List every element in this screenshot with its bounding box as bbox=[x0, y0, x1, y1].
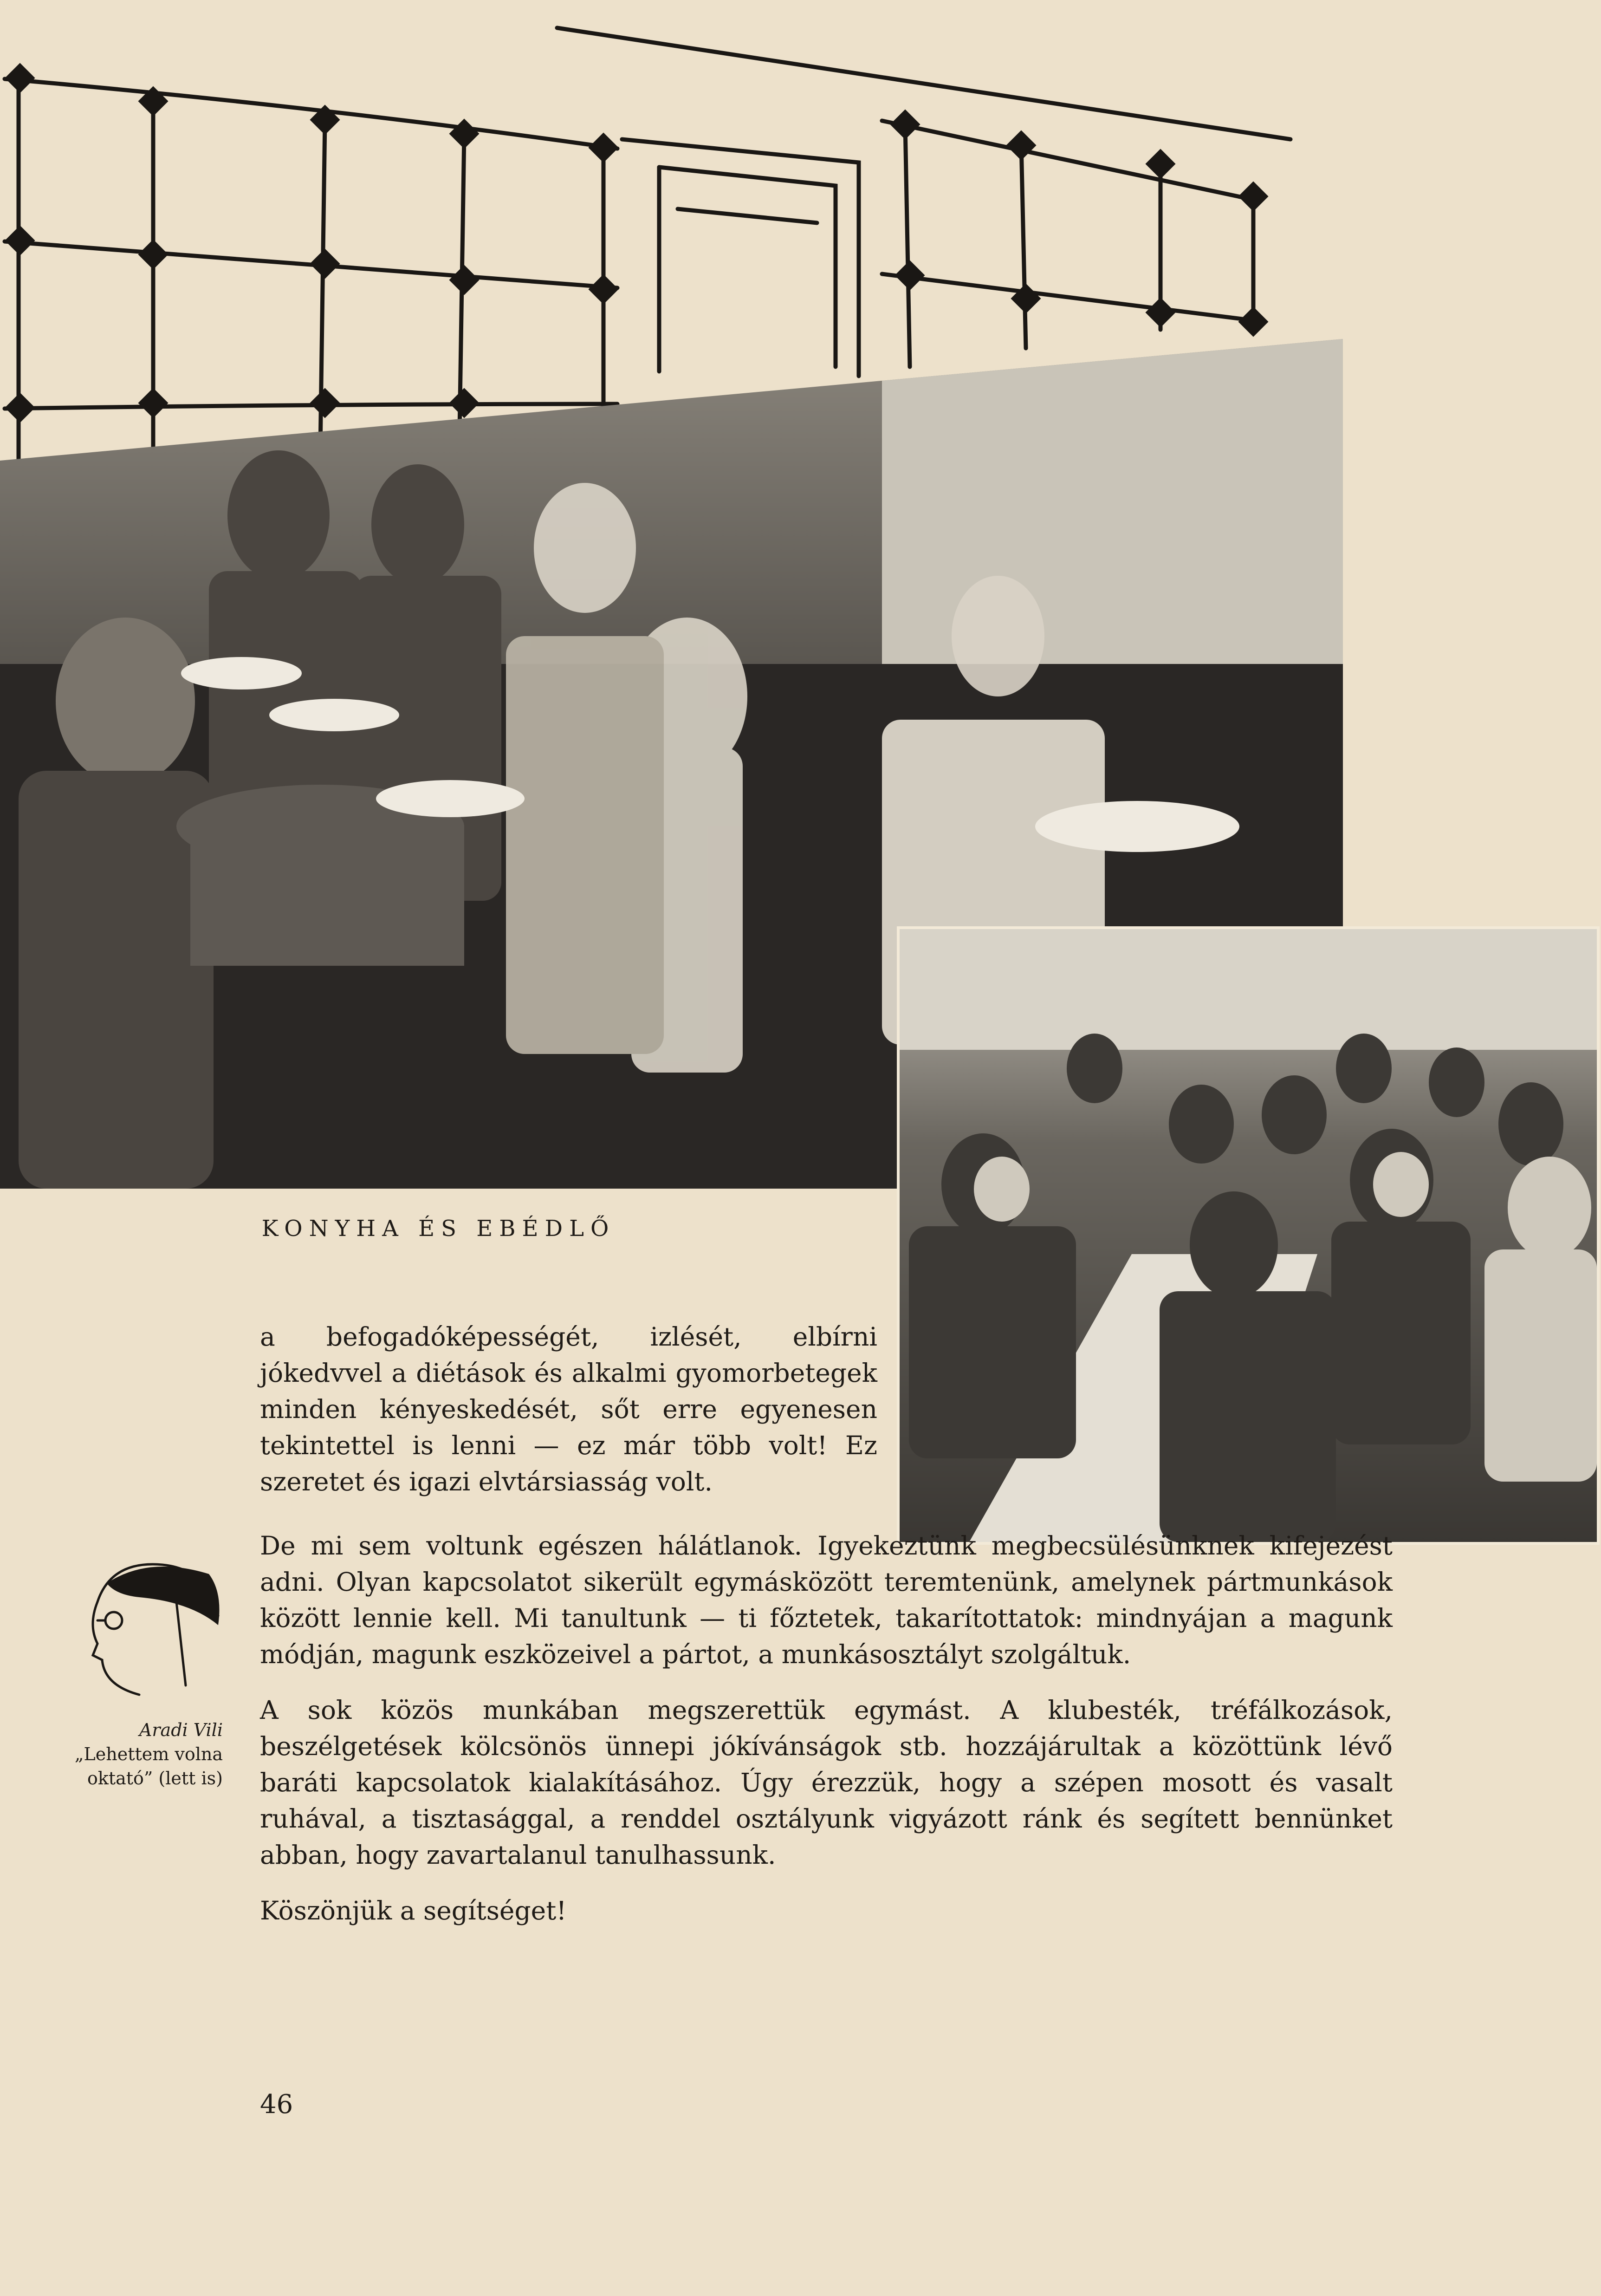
caricature-name: Aradi Vili bbox=[139, 1720, 223, 1740]
photo-caption bbox=[0, 1216, 1601, 1242]
paragraph-3: A sok közös munkában megszerettük egymást. A klubesték, tréfálkozások, beszélgetések kölcsönös ünnepi jókívánságok stb. hozzájárultak a közöttünk lévő baráti kapcsolatok kialakításához. Úgy érezzük, hogy a szépen mosott és vasalt ruhával, a tisztasággal, a renddel osztályunk vigyázott ránk és segített bennünket abban, hogy zavartalanul tanulhassunk. bbox=[260, 1695, 1393, 1870]
page-number: 46 bbox=[260, 2089, 293, 2120]
caricature-quote-line-1: „Lehettem volna bbox=[74, 1744, 223, 1764]
main-text bbox=[260, 1528, 1393, 1929]
caption-title: KONYHA ÉS EBÉDLŐ bbox=[261, 1216, 616, 1242]
text-column bbox=[260, 1319, 877, 1500]
caricature-icon bbox=[70, 1546, 227, 1723]
paragraph-4: Köszönjük a segítséget! bbox=[260, 1896, 567, 1925]
caricature-caption bbox=[60, 1718, 223, 1790]
paragraph-continuation: a befogadóképességét, izlését, elbírni jókedvvel a diétások és alkalmi gyomorbetegek minden kényeskedését, sőt erre egyenesen tekintettel is lenni — ez már több volt! Ez szeretet és igazi elvtársiasság volt. bbox=[260, 1322, 877, 1496]
caricature-quote-line-2: oktató” (lett is) bbox=[87, 1768, 223, 1789]
paragraph-2: De mi sem voltunk egészen hálátlanok. Igyekeztünk megbecsülésünknek kifejezést adni. Olyan kapcsolatot sikerült egymásközött teremtenünk, amelynek pártmunkások között lennie kell. Mi tanultunk — ti főztetek, takarítottatok: mindnyájan a magunk módján, magunk eszközeivel a pártot, a munkásosztályt szolgáltuk. bbox=[260, 1531, 1393, 1669]
